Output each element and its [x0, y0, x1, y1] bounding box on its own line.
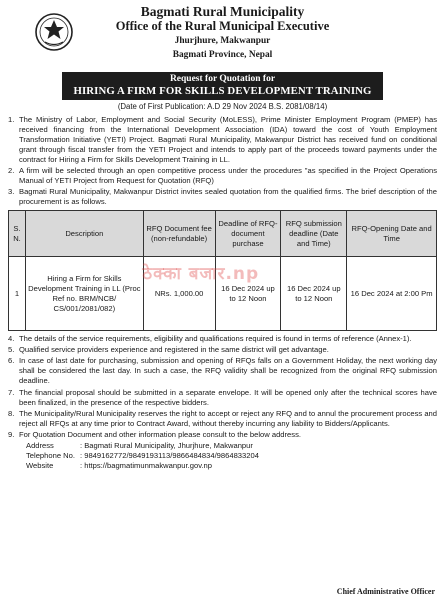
clause-number: 7.: [8, 387, 15, 397]
notice-header: [8, 4, 437, 70]
clause-number: 4.: [8, 334, 15, 344]
header-description: Description: [25, 211, 143, 257]
procurement-table: [8, 210, 437, 331]
watermark-text: ठेक्का बजार.np: [142, 264, 260, 285]
clause-number: 3.: [8, 187, 15, 197]
cell-description: Hiring a Firm for Skills Development Training in LL (Proc Ref no. BRM/NCB/ CS/001/2081/082): [25, 257, 143, 331]
cell-sn: 1: [9, 257, 26, 331]
clause-item: [8, 430, 437, 440]
clause-text: In case of last date for purchasing, submission and opening of RFQs falls on a Government Holiday, the next working day shall be considered the last day. In such a case, the RFQ validity shall be recognized from the original RFQ submission deadline.: [19, 356, 437, 386]
clause-text: The details of the service requirements, eligibility and qualifications required is found in terms of reference (Annex-1).: [19, 334, 412, 344]
header-opening: RFQ-Opening Date and Time: [347, 211, 437, 257]
clause-item: [8, 409, 437, 429]
table-header-row: [9, 211, 437, 257]
clause-item: [8, 388, 437, 408]
phone-value: : 9849162772/9849193113/9866484834/9864833204: [80, 450, 259, 460]
clause-text: A firm will be selected through an open competitive process under the procedures "as specified in the Project Operations Manual of YETI Project from Request for Quotation (RFQ): [19, 166, 437, 186]
clause-text: The Ministry of Labor, Employment and Social Security (MoLESS), Prime Minister Employment Program (PMEP) has received financing from the International Development Association (IDA) toward the cost of Youth Employment Transformation Initiative (YETI) Project. Bagmati Rural Municipality, Makwanpur District has received fund on conditional grant through fiscal transfer from the YETI Project and intends to apply part of the proceeds toward payments under the contract for Hiring a Firm for Skills Development Training in LL.: [19, 115, 437, 165]
signoff: Chief Administrative Officer: [336, 587, 435, 597]
contact-address-row: [26, 441, 437, 451]
contact-block: [26, 441, 437, 471]
office-name: Office of the Rural Municipal Executive: [115, 19, 330, 33]
phone-label: Telephone No.: [26, 450, 75, 460]
clause-number: 8.: [8, 408, 15, 418]
cell-purchase-deadline: 16 Dec 2024 up to 12 Noon: [215, 257, 281, 331]
cell-submission-deadline: 16 Dec 2024 up to 12 Noon: [281, 257, 347, 331]
header-purchase-deadline: Deadline of RFQ-document purchase: [215, 211, 281, 257]
office-location: Jhurjhure, Makwanpur: [174, 36, 271, 46]
header-fee: RFQ Document fee (non-refundable): [143, 211, 215, 257]
notice-title-banner: [62, 72, 383, 100]
clauses-before-table: [8, 115, 437, 207]
publication-date: (Date of First Publication: A.D 29 Nov 2024 B.S. 2081/08/14): [117, 102, 328, 111]
clause-item: [8, 166, 437, 186]
header-submission-deadline: RFQ submission deadline (Date and Time): [281, 211, 347, 257]
government-emblem-icon: [34, 12, 74, 52]
clause-item: [8, 334, 437, 344]
clause-item: [8, 187, 437, 207]
clause-item: [8, 356, 437, 386]
clause-text: For Quotation Document and other information please consult to the below address.: [19, 429, 301, 439]
banner-line-1: Request for Quotation for: [169, 74, 276, 84]
clause-text: The financial proposal should be submitted in a separate envelope. It will be opened only after the technical scores have been finalized, in the presence of the respective bidders.: [19, 387, 437, 407]
clause-number: 5.: [8, 345, 15, 355]
address-value: : Bagmati Rural Municipality, Jhurjhure, Makwanpur: [80, 440, 253, 450]
website-label: Website: [26, 460, 54, 470]
clause-text: Qualified service providers experience and registered in the same district will get advantage.: [19, 345, 329, 355]
province-name: Bagmati Province, Nepal: [172, 50, 273, 60]
clause-number: 2.: [8, 166, 15, 176]
cell-opening-text: 16 Dec 2024 at 2:00 Pm: [350, 288, 433, 298]
table-row: [9, 257, 437, 331]
clause-text: The Municipality/Rural Municipality reserves the right to accept or reject any RFQ and to annul the procurement process and reject all RFQs at any time prior to Contract Award, without thereby incurring any liability to Bidders/Applicants.: [19, 408, 437, 428]
clauses-after-table: [8, 334, 437, 439]
municipality-name: Bagmati Rural Municipality: [140, 4, 305, 19]
clause-text: Bagmati Rural Municipality, Makwanpur District invites sealed quotation from the qualified firms. The brief description of the procurement is as follows.: [19, 187, 437, 207]
website-link[interactable]: : https://bagmatimunmakwanpur.gov.np: [80, 460, 212, 470]
clause-item: [8, 115, 437, 165]
address-label: Address: [26, 440, 54, 450]
clause-number: 1.: [8, 115, 15, 125]
banner-line-2: HIRING A FIRM FOR SKILLS DEVELOPMENT TRAINING: [73, 85, 372, 97]
clause-number: 9.: [8, 429, 15, 439]
contact-website-row: [26, 461, 437, 471]
clause-item: [8, 345, 437, 355]
clause-number: 6.: [8, 356, 15, 366]
contact-phone-row: [26, 451, 437, 461]
header-sn: S. N.: [9, 211, 26, 257]
cell-fee: NRs. 1,000.00: [143, 257, 215, 331]
